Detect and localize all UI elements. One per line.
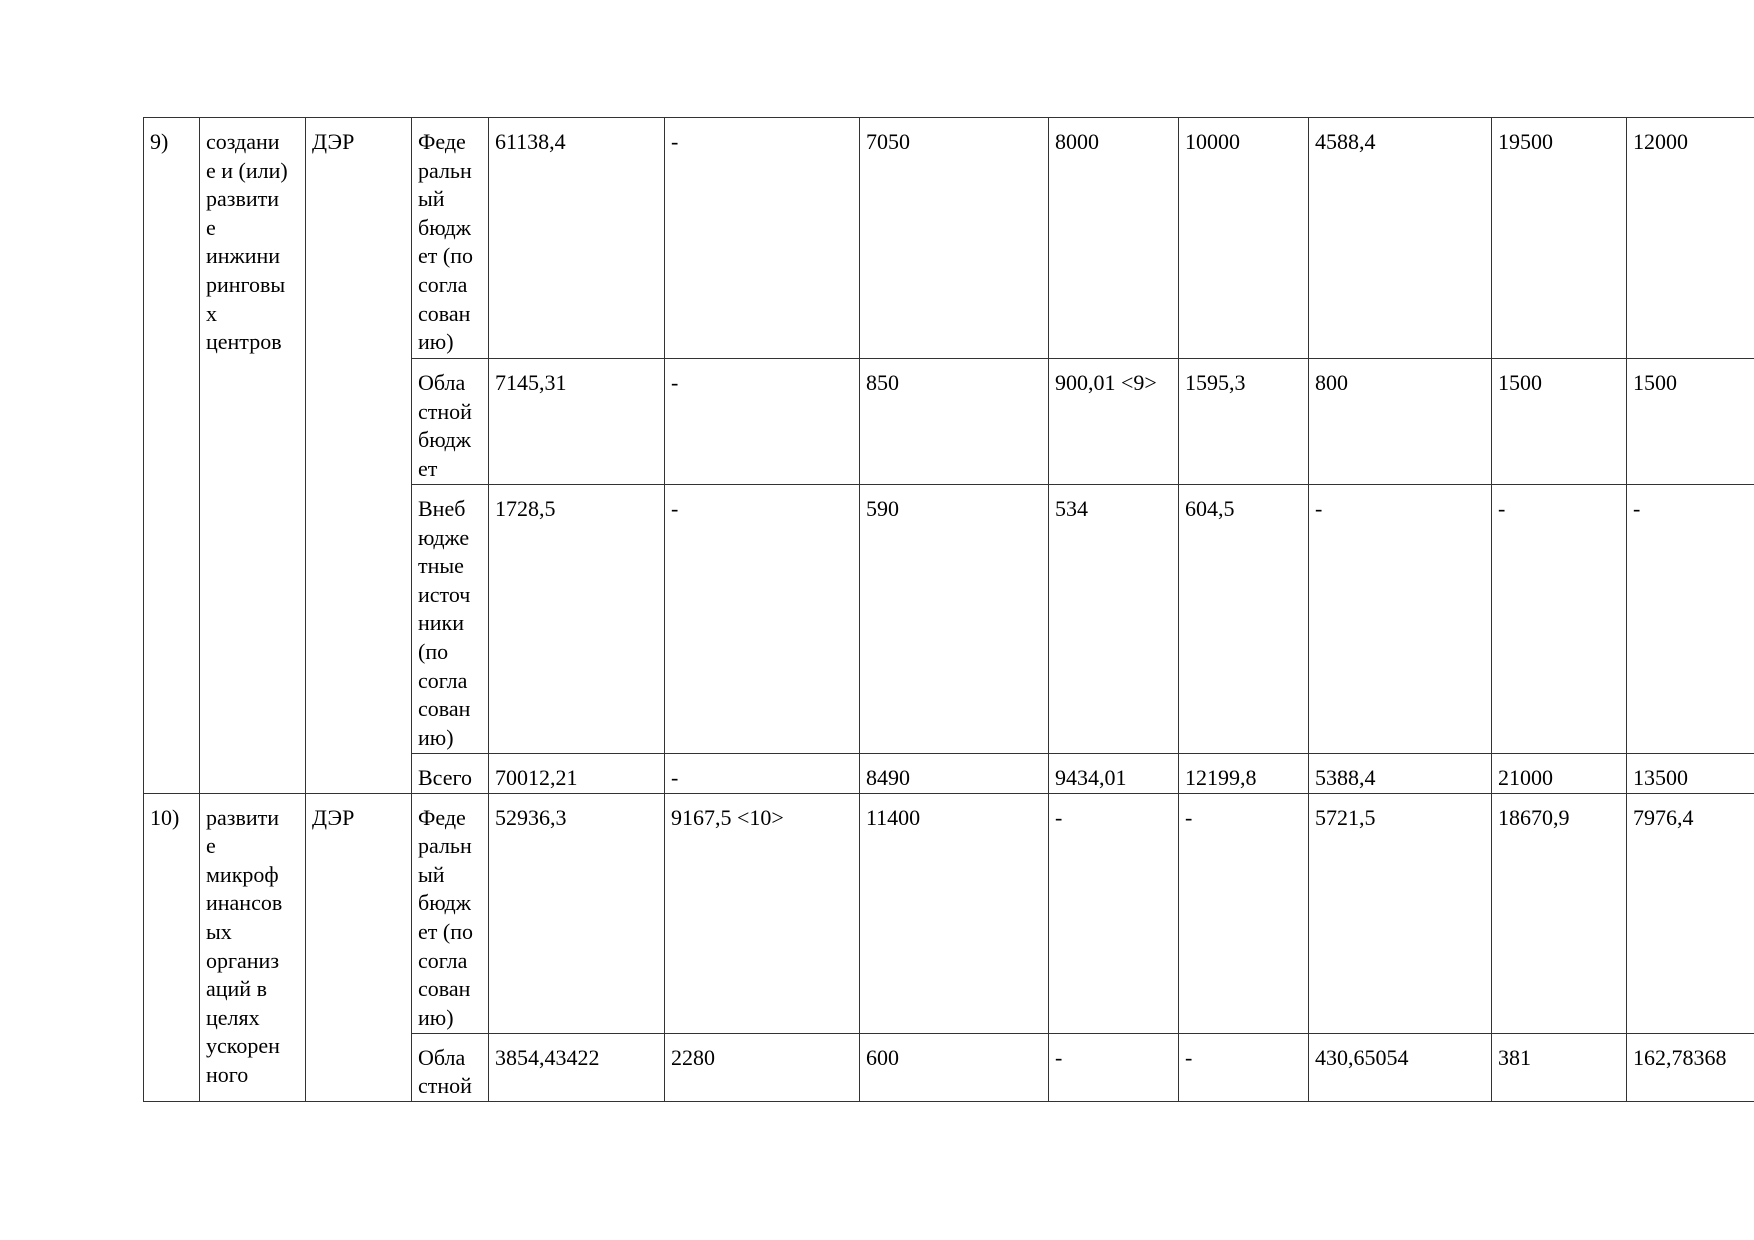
funding-value: 10000 bbox=[1179, 118, 1309, 359]
funding-value: - bbox=[1049, 1033, 1179, 1101]
funding-value: 1500 bbox=[1627, 359, 1754, 485]
item-name: развити е микроф инансов ых организ аций в целях ускорен ного bbox=[200, 793, 306, 1101]
funding-value: 7976,4 bbox=[1627, 793, 1754, 1033]
funding-value: - bbox=[665, 359, 860, 485]
funding-value: 61138,4 bbox=[489, 118, 665, 359]
funding-value: 13500 bbox=[1627, 754, 1754, 794]
funding-value: 430,65054 bbox=[1309, 1033, 1492, 1101]
funding-value: 534 bbox=[1049, 485, 1179, 754]
funding-value: 590 bbox=[860, 485, 1049, 754]
item-number: 9) bbox=[144, 118, 200, 794]
funding-source: Всего bbox=[412, 754, 489, 794]
funding-source: Обла стной bbox=[412, 1033, 489, 1101]
funding-value: 381 bbox=[1492, 1033, 1627, 1101]
item-executor: ДЭР bbox=[306, 793, 412, 1101]
funding-value: 8000 bbox=[1049, 118, 1179, 359]
funding-value: 1595,3 bbox=[1179, 359, 1309, 485]
funding-value: 7145,31 bbox=[489, 359, 665, 485]
funding-value: - bbox=[1309, 485, 1492, 754]
funding-value: - bbox=[665, 754, 860, 794]
funding-source: Феде ральн ый бюдж ет (по согла сован ию) bbox=[412, 793, 489, 1033]
funding-value: 3854,43422 bbox=[489, 1033, 665, 1101]
item-name: создани е и (или) развити е инжини ринговы х центров bbox=[200, 118, 306, 794]
funding-value: - bbox=[1049, 793, 1179, 1033]
funding-value: 52936,3 bbox=[489, 793, 665, 1033]
funding-value: 8490 bbox=[860, 754, 1049, 794]
funding-value: 11400 bbox=[860, 793, 1049, 1033]
funding-source: Внеб юдже тные источ ники (по согла сован ию) bbox=[412, 485, 489, 754]
funding-value: 19500 bbox=[1492, 118, 1627, 359]
funding-value: 4588,4 bbox=[1309, 118, 1492, 359]
item-executor: ДЭР bbox=[306, 118, 412, 794]
funding-value: 850 bbox=[860, 359, 1049, 485]
funding-value: 21000 bbox=[1492, 754, 1627, 794]
funding-value: 9434,01 bbox=[1049, 754, 1179, 794]
funding-value: 7050 bbox=[860, 118, 1049, 359]
funding-value: 5721,5 bbox=[1309, 793, 1492, 1033]
funding-value: 1500 bbox=[1492, 359, 1627, 485]
funding-value: - bbox=[1179, 1033, 1309, 1101]
funding-value: 1728,5 bbox=[489, 485, 665, 754]
funding-value: 12199,8 bbox=[1179, 754, 1309, 794]
table-row bbox=[144, 793, 1754, 1033]
funding-value: 600 bbox=[860, 1033, 1049, 1101]
funding-value: - bbox=[665, 485, 860, 754]
funding-value: 5388,4 bbox=[1309, 754, 1492, 794]
funding-value: 604,5 bbox=[1179, 485, 1309, 754]
funding-value: 18670,9 bbox=[1492, 793, 1627, 1033]
funding-value: - bbox=[665, 118, 860, 359]
funding-source: Обла стной бюдж ет bbox=[412, 359, 489, 485]
funding-value: - bbox=[1627, 485, 1754, 754]
table-row bbox=[144, 118, 1754, 359]
funding-value: 2280 bbox=[665, 1033, 860, 1101]
table-body bbox=[144, 118, 1754, 1102]
funding-value: 800 bbox=[1309, 359, 1492, 485]
financing-table bbox=[143, 117, 1754, 1102]
item-number: 10) bbox=[144, 793, 200, 1101]
funding-value: 70012,21 bbox=[489, 754, 665, 794]
funding-value: - bbox=[1179, 793, 1309, 1033]
funding-value: 162,78368 bbox=[1627, 1033, 1754, 1101]
funding-value: - bbox=[1492, 485, 1627, 754]
funding-value: 12000 bbox=[1627, 118, 1754, 359]
funding-value: 900,01 <9> bbox=[1049, 359, 1179, 485]
funding-value: 9167,5 <10> bbox=[665, 793, 860, 1033]
funding-source: Феде ральн ый бюдж ет (по согла сован ию) bbox=[412, 118, 489, 359]
